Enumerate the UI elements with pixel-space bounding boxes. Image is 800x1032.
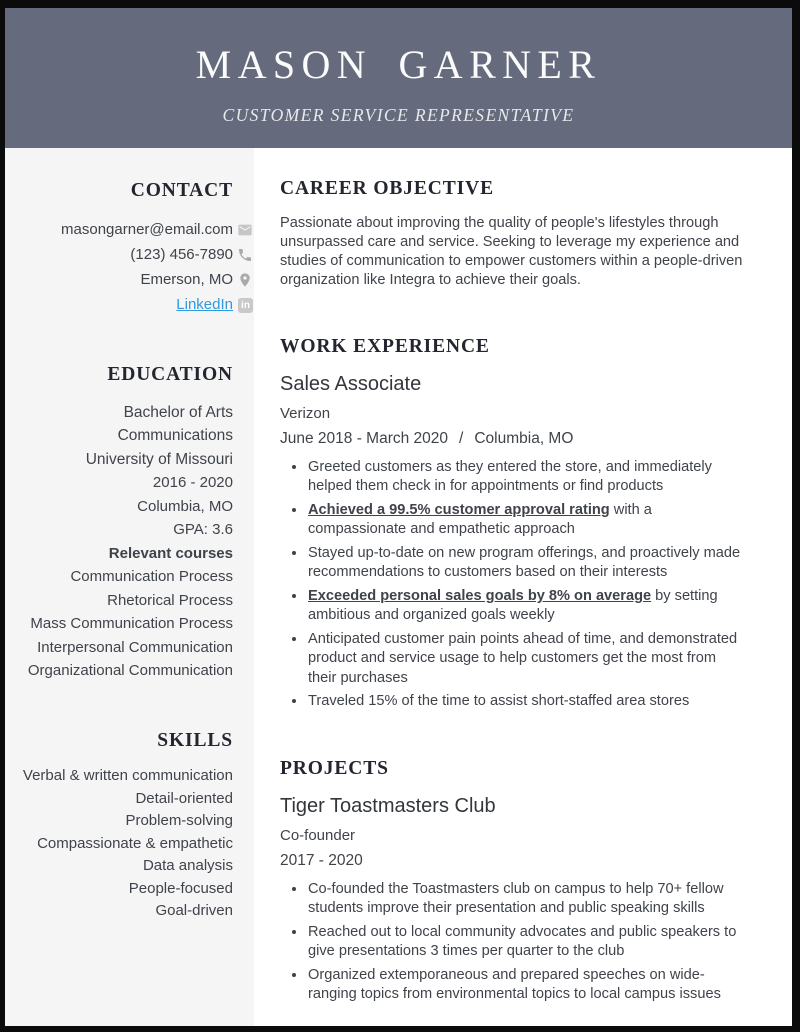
contact-heading: CONTACT bbox=[130, 180, 233, 201]
work-experience-heading: WORK EXPERIENCE bbox=[280, 335, 490, 357]
skill-item: Data analysis bbox=[142, 857, 233, 875]
header-banner bbox=[5, 8, 792, 148]
highlighted-achievement: Achieved a 99.5% customer approval rating bbox=[308, 501, 610, 518]
contact-list bbox=[17, 217, 250, 317]
project-bullet: • Organized extemporaneous and prepared speeches on wide-ranging topics from environmental topics to local campus issues bbox=[307, 966, 748, 1005]
course-item: Interpersonal Communication bbox=[37, 638, 233, 656]
phone-icon bbox=[237, 246, 253, 262]
objective-text: Passionate about improving the quality of people's lifestyles through unsurpassed care and service. Seeking to leverage my experience and studies of communication to empower customers within a people-driven organization like Integra to achieve their goals. bbox=[280, 215, 743, 288]
work-bullet: • Exceeded personal sales goals by 8% on average by setting ambitious and organized goals weekly bbox=[307, 587, 748, 626]
company-name: Verizon bbox=[280, 405, 331, 423]
course-item: Organizational Communication bbox=[27, 662, 233, 680]
education-heading: EDUCATION bbox=[107, 364, 233, 386]
projects-section bbox=[280, 758, 748, 1005]
objective-section bbox=[280, 178, 748, 290]
contact-email: masongarner@email.com bbox=[61, 221, 233, 239]
project-role: Co-founder bbox=[280, 827, 356, 845]
project-dates: 2017 - 2020 bbox=[280, 852, 363, 870]
education-section bbox=[17, 364, 233, 682]
skill-item: Goal-driven bbox=[155, 902, 233, 920]
relevant-courses-label: Relevant courses bbox=[108, 544, 233, 562]
work-bullet: • Traveled 15% of the time to assist short-staffed area stores bbox=[307, 692, 748, 711]
work-date-line bbox=[280, 430, 748, 449]
education-details bbox=[17, 401, 233, 683]
linkedin-link[interactable]: LinkedIn bbox=[176, 296, 233, 314]
contact-location: Emerson, MO bbox=[140, 271, 233, 289]
project-bullet: • Reached out to local community advocates and public speakers to give presentations 3 times per quarter to the club bbox=[307, 923, 748, 962]
contact-phone-row bbox=[17, 242, 233, 267]
sidebar bbox=[5, 148, 254, 1026]
project-bullet: • Co-founded the Toastmasters club on campus to help 70+ fellow students improve their presentation and public speaking skills bbox=[307, 880, 748, 919]
projects-heading: PROJECTS bbox=[280, 757, 389, 779]
location-icon bbox=[237, 271, 253, 287]
contact-location-row bbox=[17, 267, 233, 292]
skill-item: People-focused bbox=[128, 879, 233, 897]
education-dates: 2016 - 2020 bbox=[152, 474, 233, 492]
main-content bbox=[254, 148, 792, 1026]
job-title: Sales Associate bbox=[280, 373, 422, 396]
skill-item: Compassionate & empathetic bbox=[37, 834, 233, 852]
work-bullet: • Greeted customers as they entered the store, and immediately helped them check in for appointments or find products bbox=[307, 458, 748, 497]
education-major: Communications bbox=[117, 427, 233, 445]
education-gpa: GPA: 3.6 bbox=[173, 521, 233, 539]
highlighted-achievement: Exceeded personal sales goals by 8% on average bbox=[308, 587, 652, 604]
contact-phone: (123) 456-7890 bbox=[130, 246, 233, 264]
work-bullet: • Achieved a 99.5% customer approval rating with a compassionate and empathetic approach bbox=[307, 501, 748, 540]
skill-item: Verbal & written communication bbox=[22, 767, 233, 785]
education-degree: Bachelor of Arts bbox=[123, 403, 233, 421]
career-objective-heading: CAREER OBJECTIVE bbox=[280, 178, 494, 199]
skills-section bbox=[17, 730, 233, 923]
linkedin-icon: in bbox=[238, 298, 253, 313]
skill-item: Problem-solving bbox=[125, 812, 233, 830]
work-location: Columbia, MO bbox=[474, 430, 574, 448]
contact-linkedin-row bbox=[17, 292, 250, 317]
work-bullet: • Anticipated customer pain points ahead of time, and demonstrated product and service usage to help customers get the most from their purchases bbox=[307, 630, 748, 688]
project-bullet-list bbox=[280, 880, 748, 1005]
course-item: Rhetorical Process bbox=[107, 591, 233, 609]
work-experience-section bbox=[280, 336, 748, 712]
candidate-job-title: CUSTOMER SERVICE REPRESENTATIVE bbox=[222, 104, 575, 125]
work-bullet: • Stayed up-to-date on new program offerings, and proactively made recommendations to customers based on their interests bbox=[307, 544, 748, 583]
contact-email-row bbox=[17, 217, 233, 242]
education-school: University of Missouri bbox=[85, 450, 233, 468]
resume-page bbox=[5, 8, 792, 1026]
project-title: Tiger Toastmasters Club bbox=[280, 795, 496, 818]
email-icon bbox=[237, 221, 253, 237]
work-bullet-list bbox=[280, 458, 748, 712]
skills-list bbox=[17, 765, 233, 923]
date-separator: / bbox=[459, 430, 464, 448]
content-columns bbox=[5, 148, 792, 1026]
course-item: Communication Process bbox=[70, 568, 233, 586]
education-location: Columbia, MO bbox=[137, 497, 233, 515]
course-item: Mass Communication Process bbox=[30, 615, 233, 633]
skill-item: Detail-oriented bbox=[135, 789, 233, 807]
work-dates: June 2018 - March 2020 bbox=[280, 430, 449, 448]
skills-heading: SKILLS bbox=[157, 729, 233, 751]
candidate-name: MASON GARNER bbox=[195, 41, 602, 87]
